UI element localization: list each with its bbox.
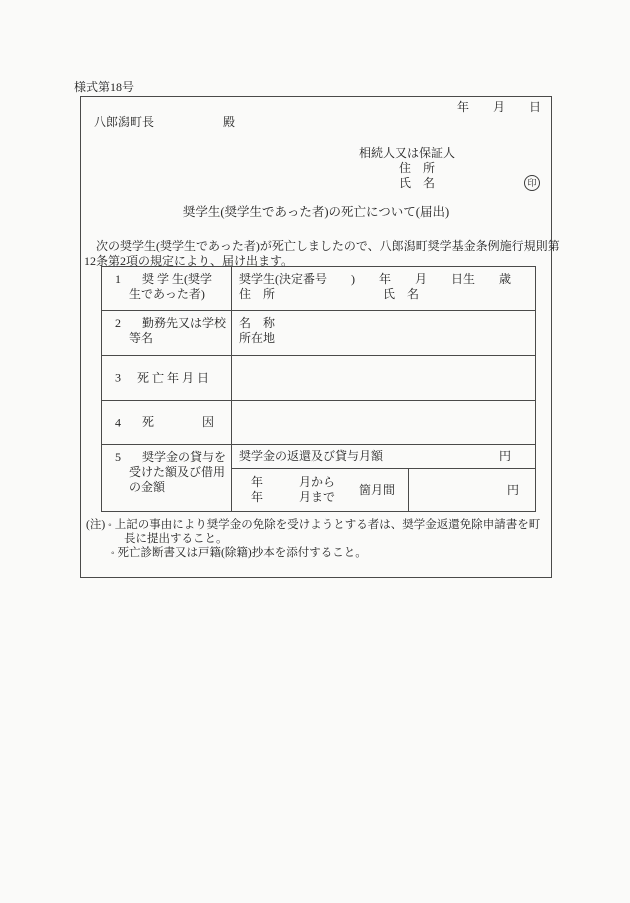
addressee-line xyxy=(94,115,235,130)
body-paragraph-line1: 次の奨学生(奨学生であった者)が死亡しましたので、八郎潟町奨学基金条例施行規則第 xyxy=(96,239,560,253)
form-number: 様式第18号 xyxy=(74,80,135,94)
loan-amount-cell xyxy=(409,469,535,511)
row1-label-cell xyxy=(102,267,232,310)
bullet-icon: ◦ xyxy=(111,548,115,559)
loan-amount-unit: 円 xyxy=(506,482,519,497)
loan-period-lines xyxy=(251,475,335,505)
row2-content-line1: 名 称 xyxy=(239,316,276,330)
row2-label-line1: 勤務先又は学校 xyxy=(142,316,227,330)
row5-content-cell xyxy=(232,445,535,511)
note-line-1 xyxy=(86,518,540,533)
row2-number: 2 xyxy=(115,316,121,330)
row1-content-line1: 奨学生(決定番号 ) 年 月 日生 歳 xyxy=(239,272,511,286)
monthly-amount-subrow xyxy=(232,445,535,469)
row5-number: 5 xyxy=(115,450,121,464)
honorific: 殿 xyxy=(223,115,236,129)
document-title: 奨学生(奨学生であった者)の死亡について(届出) xyxy=(182,205,450,219)
table-row-scholar xyxy=(102,267,535,310)
table-row-workplace xyxy=(102,310,535,355)
row1-label-line2: 生であった者) xyxy=(129,287,205,301)
loan-period-cell xyxy=(232,469,409,511)
note-line-3 xyxy=(108,546,367,561)
bullet-icon: ◦ xyxy=(108,520,112,531)
table-row-death-date xyxy=(102,355,535,400)
loan-period-subrow xyxy=(232,469,535,511)
note-line-2: 長に提出すること。 xyxy=(124,533,228,545)
period-to: 年 月まで xyxy=(251,490,336,504)
addressee: 八郎潟町長 xyxy=(94,115,155,129)
signer-name-label: 氏 名 xyxy=(399,176,436,190)
row2-content-cell xyxy=(232,311,535,355)
signer-role: 相続人又は保証人 xyxy=(359,146,456,160)
row4-label: 死 因 xyxy=(142,415,215,429)
seal-icon xyxy=(524,175,540,191)
date-line: 年 月 日 xyxy=(456,100,541,114)
seal-character: 印 xyxy=(527,177,537,188)
notification-table xyxy=(101,266,536,512)
note1-text: 上記の事由により奨学金の免除を受けようとする者は、奨学金返還免除申請書を町 xyxy=(114,519,541,531)
row3-label: 死 亡 年 月 日 xyxy=(137,370,210,385)
row5-label-cell xyxy=(102,445,232,511)
note-prefix: (注) xyxy=(86,519,106,531)
row1-label-line1: 奨 学 生(奨学 xyxy=(142,272,212,286)
row3-number: 3 xyxy=(115,370,121,385)
months-label: 箇月間 xyxy=(359,482,396,497)
row4-content-cell xyxy=(232,401,535,444)
row1-number: 1 xyxy=(115,272,121,286)
row4-number: 4 xyxy=(115,415,121,429)
row1-content-cell xyxy=(232,267,535,310)
table-row-loan-amount xyxy=(102,444,535,511)
row5-label-line3: の金額 xyxy=(129,480,166,494)
row5-label-line2: 受けた額及び借用 xyxy=(129,465,226,479)
row3-label-cell xyxy=(102,356,232,400)
document-frame xyxy=(80,96,560,578)
monthly-amount-label: 奨学金の返還及び貸与月額 xyxy=(239,449,384,463)
row2-content-line2: 所在地 xyxy=(239,331,276,345)
row3-content-cell xyxy=(232,356,535,400)
row1-content-line2: 住 所 氏 名 xyxy=(239,287,420,301)
period-from: 年 月から xyxy=(251,475,336,489)
body-paragraph-line2: 12条第2項の規定により、届け出ます。 xyxy=(84,254,294,268)
table-row-death-cause xyxy=(102,400,535,444)
signer-address-label: 住 所 xyxy=(399,161,436,175)
row2-label-line2: 等名 xyxy=(129,331,154,345)
row5-label-line1: 奨学金の貸与を xyxy=(142,450,227,464)
note2-text: 死亡診断書又は戸籍(除籍)抄本を添付すること。 xyxy=(117,547,367,559)
monthly-amount-unit: 円 xyxy=(498,449,511,463)
row4-label-cell xyxy=(102,401,232,444)
row2-label-cell xyxy=(102,311,232,355)
